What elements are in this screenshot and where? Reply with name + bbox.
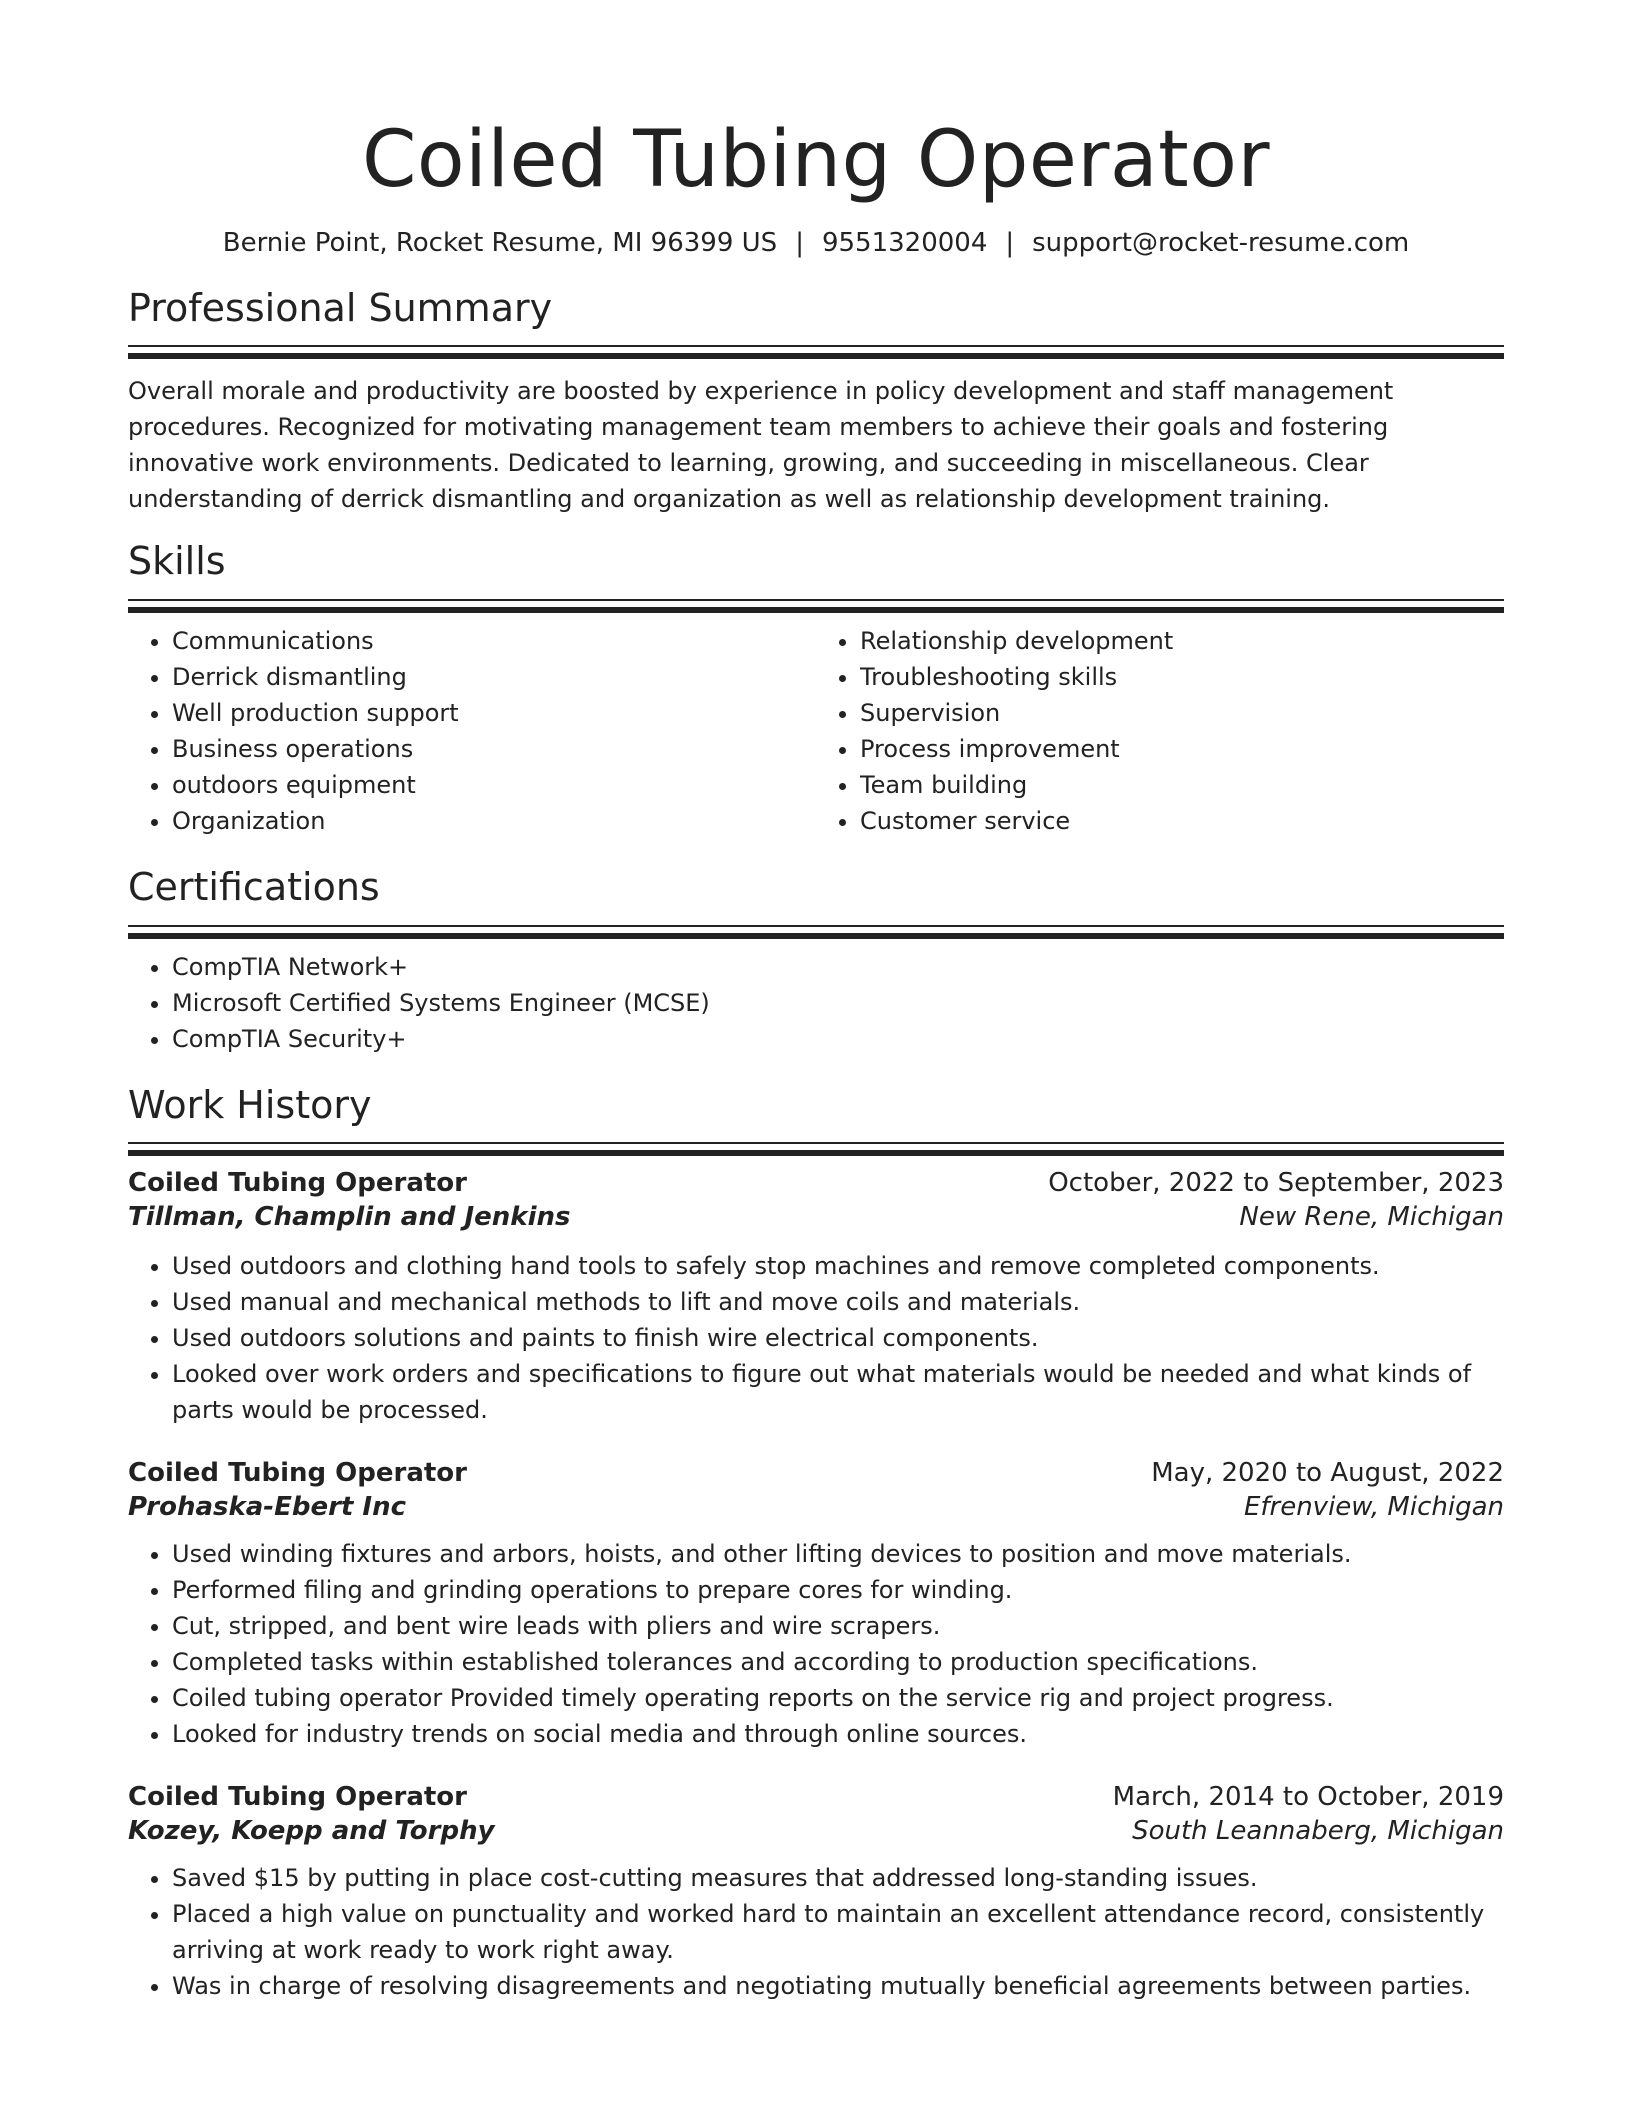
job-subheader	[128, 1492, 1504, 1522]
job-title: Coiled Tubing Operator	[128, 1458, 467, 1489]
skills-list	[128, 623, 1504, 839]
skill-item: • Relationship development	[860, 623, 1504, 659]
job-bullet: • Coiled tubing operator Provided timely operating reports on the service rig and project progress.	[172, 1680, 1504, 1716]
job-subheader	[128, 1816, 1504, 1846]
job-location: New Rene, Michigan	[1239, 1202, 1504, 1233]
skill-item: • outdoors equipment	[172, 767, 816, 803]
job-location: South Leannaberg, Michigan	[1132, 1816, 1504, 1847]
job-header	[128, 1458, 1504, 1488]
skills-section	[128, 539, 1504, 839]
job-title: Coiled Tubing Operator	[128, 1168, 467, 1199]
skill-item: • Communications	[172, 623, 816, 659]
job-company: Tillman, Champlin and Jenkins	[128, 1202, 571, 1233]
job-dates: March, 2014 to October, 2019	[1112, 1782, 1504, 1813]
job-bullet: • Looked for industry trends on social media and through online sources.	[172, 1716, 1504, 1752]
job-bullet: • Cut, stripped, and bent wire leads with pliers and wire scrapers.	[172, 1608, 1504, 1644]
contact-separator: |	[795, 227, 804, 258]
job-entry	[128, 1168, 1504, 1428]
job-bullet: • Was in charge of resolving disagreements and negotiating mutually beneficial agreements between parties.	[172, 1968, 1504, 2004]
section-title-skills: Skills	[128, 539, 226, 584]
job-bullet: • Used manual and mechanical methods to lift and move coils and materials.	[172, 1284, 1504, 1320]
job-bullet: • Used winding fixtures and arbors, hoists, and other lifting devices to position and move materials.	[172, 1536, 1504, 1572]
job-subheader	[128, 1202, 1504, 1232]
section-title-work-history: Work History	[128, 1082, 372, 1127]
job-entry	[128, 1458, 1504, 1752]
job-header	[128, 1168, 1504, 1198]
job-company: Prohaska-Ebert Inc	[128, 1492, 407, 1523]
skill-item: • Troubleshooting skills	[860, 659, 1504, 695]
job-bullet: • Performed filing and grinding operations to prepare cores for winding.	[172, 1572, 1504, 1608]
contact-address: Bernie Point, Rocket Resume, MI 96399 US	[222, 227, 778, 258]
skill-item: • Supervision	[860, 695, 1504, 731]
job-company: Kozey, Koepp and Torphy	[128, 1816, 495, 1847]
section-divider	[128, 599, 1504, 611]
section-divider	[128, 925, 1504, 937]
skill-item: • Well production support	[172, 695, 816, 731]
certification-item: • CompTIA Security+	[172, 1021, 1504, 1057]
job-entry	[128, 1782, 1504, 2004]
certification-item: • Microsoft Certified Systems Engineer (MCSE)	[172, 985, 1504, 1021]
summary-section	[128, 286, 1504, 518]
contact-phone: 9551320004	[821, 227, 988, 258]
contact-line	[128, 228, 1504, 258]
job-bullet: • Saved $15 by putting in place cost-cutting measures that addressed long-standing issues.	[172, 1860, 1504, 1896]
job-bullet: • Used outdoors solutions and paints to finish wire electrical components.	[172, 1320, 1504, 1356]
certification-item: • CompTIA Network+	[172, 949, 1504, 985]
job-bullets	[128, 1860, 1504, 2004]
job-bullet: • Used outdoors and clothing hand tools to safely stop machines and remove completed components.	[172, 1248, 1504, 1284]
skills-column-left	[128, 623, 816, 839]
resume-name: Coiled Tubing Operator	[361, 115, 1271, 205]
skill-item: • Business operations	[172, 731, 816, 767]
job-header	[128, 1782, 1504, 1812]
job-dates: October, 2022 to September, 2023	[1048, 1168, 1504, 1199]
section-divider	[128, 1142, 1504, 1154]
skill-item: • Customer service	[860, 803, 1504, 839]
skill-item: • Organization	[172, 803, 816, 839]
job-bullets	[128, 1248, 1504, 1428]
section-divider	[128, 345, 1504, 357]
skills-column-right	[816, 623, 1504, 839]
work-history-section	[128, 1083, 1504, 2005]
job-bullet: • Placed a high value on punctuality and worked hard to maintain an excellent attendance record, consistently arriving at work ready to work right away.	[172, 1896, 1504, 1968]
job-bullets	[128, 1536, 1504, 1752]
skill-item: • Team building	[860, 767, 1504, 803]
job-bullet: • Completed tasks within established tolerances and according to production specifications.	[172, 1644, 1504, 1680]
job-location: Efrenview, Michigan	[1243, 1492, 1504, 1523]
contact-separator: |	[1005, 227, 1015, 258]
certifications-section	[128, 865, 1504, 1057]
job-bullet: • Looked over work orders and specifications to figure out what materials would be needed and what kinds of parts would be processed.	[172, 1356, 1504, 1428]
skill-item: • Process improvement	[860, 731, 1504, 767]
summary-text: Overall morale and productivity are boosted by experience in policy development and staff management procedures. Recognized for motivating management team members to achieve their goals and fostering innovative work environments. Dedicated to learning, growing, and succeeding in miscellaneous. Clear understanding of derrick dismantling and organization as well as relationship development training.	[128, 377, 1394, 514]
job-dates: May, 2020 to August, 2022	[1151, 1458, 1504, 1489]
contact-email: support@rocket-resume.com	[1032, 227, 1410, 258]
job-title: Coiled Tubing Operator	[128, 1782, 467, 1813]
certifications-list	[128, 949, 1504, 1057]
section-title-summary: Professional Summary	[128, 285, 553, 330]
skill-item: • Derrick dismantling	[172, 659, 816, 695]
section-title-certifications: Certifications	[128, 864, 380, 909]
